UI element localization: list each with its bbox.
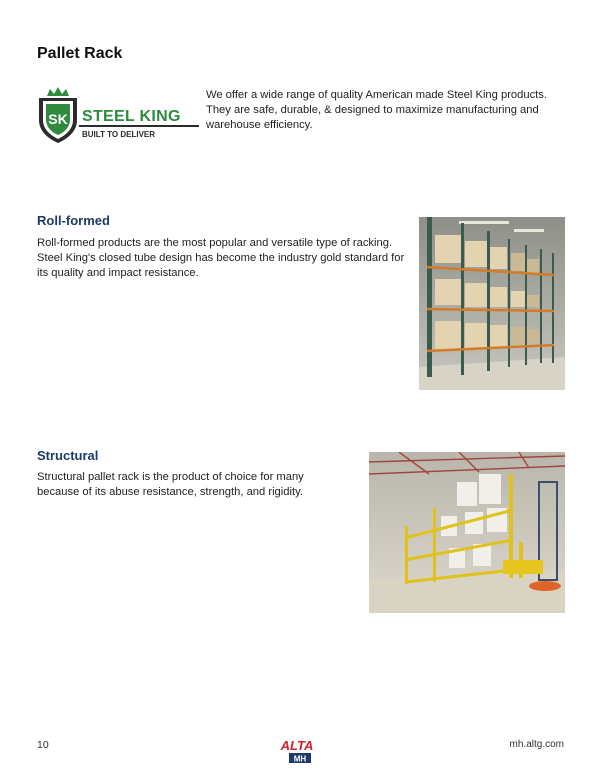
section-title-structural: Structural bbox=[37, 448, 99, 463]
section-body-structural: Structural pallet rack is the product of choice for many because of its abuse resistance, strength, and rigidity. bbox=[37, 471, 304, 498]
logo-alta-text: ALTA bbox=[280, 738, 314, 753]
page-number: 10 bbox=[37, 739, 49, 751]
logo-name: STEEL KING bbox=[82, 108, 181, 125]
alta-mh-logo bbox=[276, 737, 318, 765]
page-title: Pallet Rack bbox=[37, 45, 123, 62]
structural-rack-photo bbox=[369, 452, 565, 613]
footer-url: mh.altg.com bbox=[509, 739, 564, 750]
logo-tagline: BUILT TO DELIVER bbox=[82, 130, 156, 139]
logo-monogram: SK bbox=[48, 111, 68, 127]
crown-icon bbox=[47, 87, 69, 96]
steel-king-logo bbox=[35, 86, 205, 144]
intro-paragraph: We offer a wide range of quality American made Steel King products. They are safe, durable, & designed to maximize manufacturing and warehouse efficiency. bbox=[206, 89, 547, 131]
roll-formed-rack-photo bbox=[419, 217, 565, 390]
section-title-roll-formed: Roll-formed bbox=[37, 213, 110, 228]
logo-mh-text: MH bbox=[293, 754, 307, 764]
section-body-roll-formed: Roll-formed products are the most popular and versatile type of racking. Steel King's closed tube design has become the industry gold standard for its quality and impact resistance. bbox=[37, 237, 405, 279]
